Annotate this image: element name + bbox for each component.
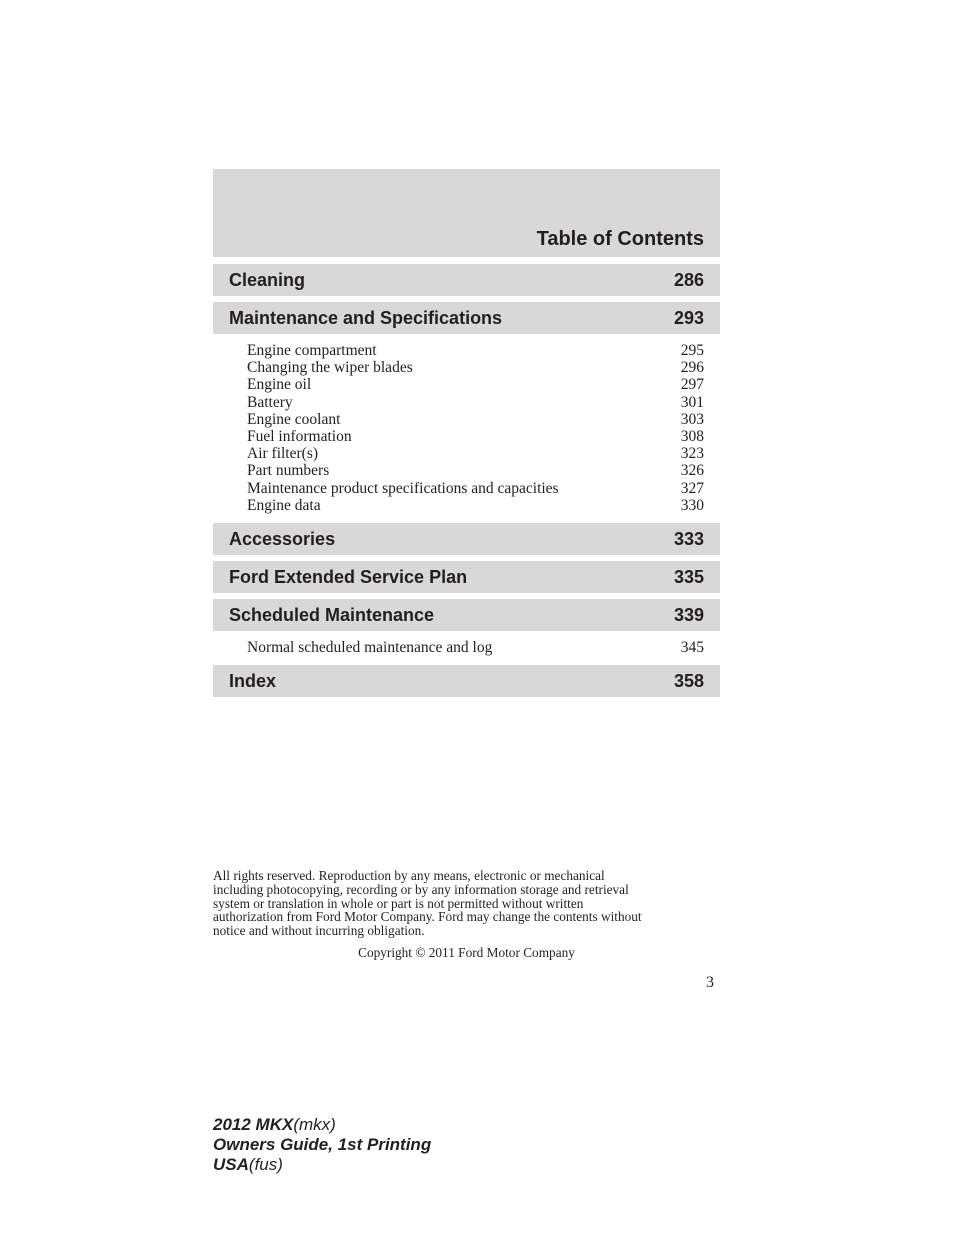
toc-subitem-page: 303 <box>680 410 704 428</box>
legal-line: system or translation in whole or part is not permitted without written <box>213 895 584 911</box>
header-box <box>213 169 720 257</box>
footer-market-code: (fus) <box>248 1155 283 1174</box>
footer-line-printing <box>213 1135 431 1155</box>
page-title: Table of Contents <box>536 228 704 250</box>
toc-section[interactable] <box>213 561 720 593</box>
toc-subitem-list <box>213 631 720 659</box>
toc-subitem[interactable] <box>247 376 720 393</box>
toc-section-page: 335 <box>673 566 704 587</box>
toc-subitem-label: Battery <box>247 393 293 411</box>
footer-line-model <box>213 1115 431 1135</box>
toc-section[interactable] <box>213 599 720 631</box>
toc-subitem-page: 301 <box>680 393 704 411</box>
legal-line: All rights reserved. Reproduction by any means, electronic or mechanical <box>213 868 605 883</box>
toc-subitem-label: Maintenance product specifications and capacities <box>247 479 559 497</box>
print-info-footer <box>213 1115 431 1175</box>
table-of-contents <box>213 264 720 697</box>
toc-subitem-label: Engine coolant <box>247 410 341 428</box>
toc-subitem-label: Part numbers <box>247 462 330 480</box>
toc-section[interactable] <box>213 523 720 555</box>
page-number: 3 <box>706 974 714 991</box>
footer-printing: Owners Guide, 1st Printing <box>213 1135 432 1154</box>
toc-subitem-page: 345 <box>680 639 704 657</box>
toc-subitem[interactable] <box>247 394 720 411</box>
toc-subitem[interactable] <box>247 480 720 497</box>
toc-subitem-page: 323 <box>680 445 704 463</box>
toc-subitem[interactable] <box>247 462 720 479</box>
toc-subitem[interactable] <box>247 342 720 359</box>
toc-subitem[interactable] <box>247 428 720 445</box>
toc-subitem-label: Changing the wiper blades <box>247 359 413 377</box>
toc-section-page: 293 <box>673 307 704 328</box>
toc-subitem[interactable] <box>247 497 720 514</box>
toc-subitem-label: Engine compartment <box>247 342 377 359</box>
toc-section-title: Scheduled Maintenance <box>229 604 435 625</box>
toc-subitem-page: 308 <box>680 428 704 446</box>
legal-line: including photocopying, recording or by any information storage and retrieval <box>213 881 629 897</box>
legal-line: notice and without incurring obligation. <box>213 923 425 939</box>
toc-section-title: Maintenance and Specifications <box>229 307 503 328</box>
toc-subitem[interactable] <box>247 411 720 428</box>
footer-model: 2012 MKX <box>213 1115 294 1134</box>
footer-line-market <box>213 1155 431 1175</box>
toc-section-page: 286 <box>673 269 704 290</box>
toc-section-title: Cleaning <box>229 269 306 290</box>
toc-subitem-label: Engine oil <box>247 376 312 394</box>
toc-section-title: Accessories <box>229 528 336 549</box>
toc-section[interactable] <box>213 302 720 334</box>
toc-subitem-page: 326 <box>680 462 704 480</box>
toc-section-page: 358 <box>673 670 704 691</box>
footer-market: USA <box>213 1155 249 1174</box>
toc-section-page: 339 <box>673 604 704 625</box>
toc-subitem-page: 295 <box>680 342 704 359</box>
legal-line: authorization from Ford Motor Company. Ford may change the contents without <box>213 909 642 925</box>
toc-subitem-page: 327 <box>680 479 704 497</box>
toc-subitem-label: Engine data <box>247 496 321 514</box>
toc-section-page: 333 <box>673 528 704 549</box>
toc-subitem-list <box>213 334 720 517</box>
toc-section[interactable] <box>213 665 720 697</box>
copyright-notice: Copyright © 2011 Ford Motor Company <box>358 945 575 960</box>
legal-notice <box>213 869 723 938</box>
footer-model-code: (mkx) <box>293 1115 336 1134</box>
toc-subitem[interactable] <box>247 639 720 656</box>
toc-subitem-label: Fuel information <box>247 428 352 446</box>
toc-subitem-page: 330 <box>680 496 704 514</box>
toc-section[interactable] <box>213 264 720 296</box>
toc-subitem-page: 297 <box>680 376 704 394</box>
toc-subitem[interactable] <box>247 445 720 462</box>
toc-section-title: Index <box>229 670 277 691</box>
toc-section-title: Ford Extended Service Plan <box>229 566 468 587</box>
toc-subitem-label: Normal scheduled maintenance and log <box>247 639 493 657</box>
toc-subitem-label: Air filter(s) <box>247 445 319 463</box>
toc-subitem[interactable] <box>247 359 720 376</box>
toc-subitem-page: 296 <box>680 359 704 377</box>
